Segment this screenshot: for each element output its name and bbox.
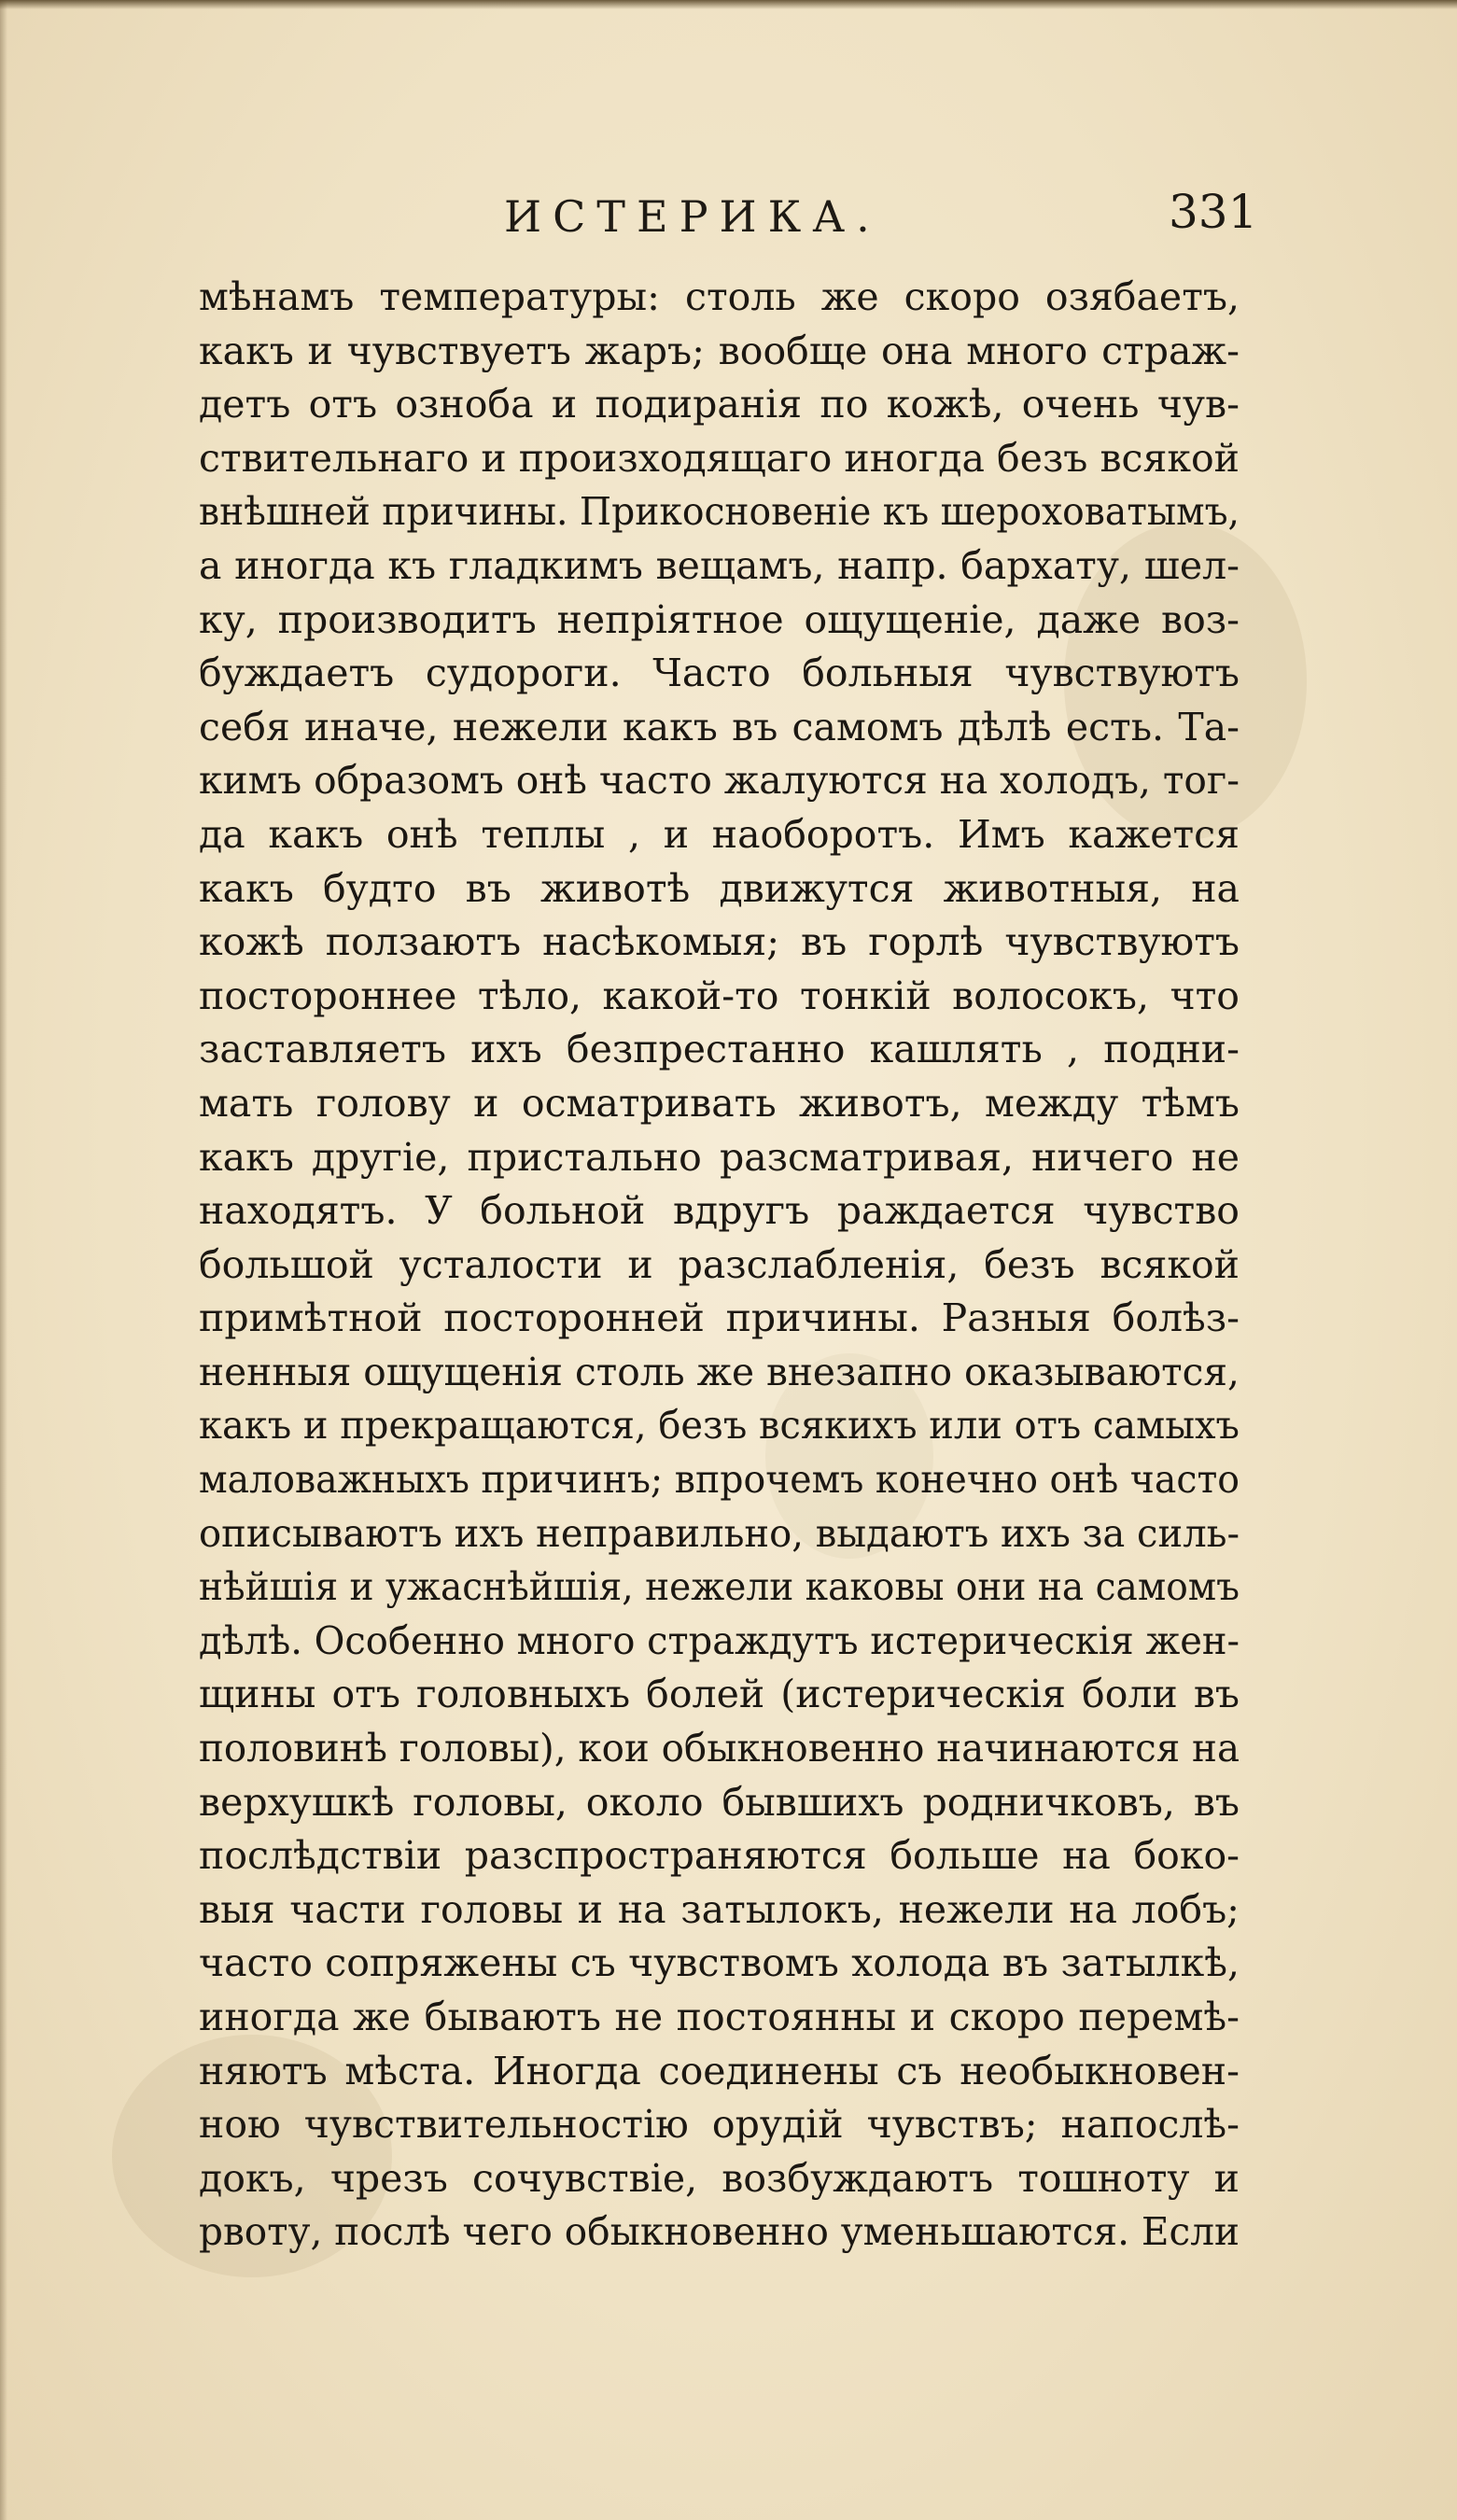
text-line: выя части головы и на затылокъ, нежели на лобъ; (199, 1886, 1240, 1932)
text-line: находятъ. У больной вдругъ раждается чувство (199, 1188, 1240, 1234)
text-line: а иногда къ гладкимъ вещамъ, напр. бархату, шел- (199, 542, 1240, 588)
running-head: ИСТЕРИКА. (504, 191, 881, 242)
text-line: половинѣ головы), кои обыкновенно начинаются на (199, 1726, 1240, 1771)
text-line: да какъ онѣ теплы , и наоборотъ. Имъ кажется (199, 811, 1240, 857)
text-line: часто сопряжены съ чувствомъ холода въ затылкѣ, (199, 1940, 1240, 1986)
text-line: послѣдствіи разспространяются больше на боко- (199, 1833, 1240, 1879)
text-line: мѣнамъ температуры: столь же скоро озябаетъ, (199, 274, 1240, 319)
body-text (199, 271, 1240, 2260)
text-line: кимъ образомъ онѣ часто жалуются на холодъ, тог- (199, 758, 1240, 804)
text-line: какъ будто въ животѣ движутся животныя, на (199, 865, 1240, 911)
text-line: няютъ мѣста. Иногда соединены съ необыкновен- (199, 2048, 1240, 2093)
text-line: ствительнаго и произходящаго иногда безъ всякой (199, 435, 1240, 481)
text-line: описываютъ ихъ неправильно, выдаютъ ихъ за силь- (199, 1510, 1240, 1556)
text-line: детъ отъ озноба и подиранія по кожѣ, очень чув- (199, 382, 1240, 427)
text-line: какъ другіе, пристально разсматривая, ничего не (199, 1134, 1240, 1180)
text-line: верхушкѣ головы, около бывшихъ родничковъ, въ (199, 1779, 1240, 1825)
text-line: ненныя ощущенія столь же внезапно оказываются, (199, 1349, 1240, 1394)
text-line: докъ, чрезъ сочувствіе, возбуждаютъ тошноту и (199, 2155, 1240, 2201)
text-line: заставляетъ ихъ безпрестанно кашлять , подни- (199, 1027, 1240, 1072)
page-top-edge-shadow (0, 0, 1457, 9)
text-line: иногда же бываютъ не постоянны и скоро перемѣ- (199, 1995, 1240, 2039)
text-line: ку, производитъ непріятное ощущеніе, даже воз- (199, 596, 1240, 642)
text-line: нѣйшія и ужаснѣйшія, нежели каковы они на самомъ (199, 1564, 1240, 1610)
text-line: дѣлѣ. Особенно много страждутъ истерическія жен- (199, 1617, 1240, 1663)
text-line: ною чувствительностію орудій чувствъ; напослѣ- (199, 2102, 1240, 2148)
text-line: внѣшней причины. Прикосновеніе къ шероховатымъ, (199, 489, 1240, 535)
page-number: 331 (1169, 185, 1258, 239)
text-line: рвоту, послѣ чего обыкновенно уменьшаются. Если (199, 2209, 1240, 2255)
page-binding-shadow (0, 0, 7, 2520)
text-line: маловажныхъ причинъ; впрочемъ конечно онѣ часто (199, 1457, 1240, 1503)
text-line: себя иначе, нежели какъ въ самомъ дѣлѣ есть. Та- (199, 704, 1240, 749)
text-line: большой усталости и разслабленія, безъ всякой (199, 1241, 1240, 1287)
text-line: постороннее тѣло, какой-то тонкій волосокъ, что (199, 973, 1240, 1018)
text-line: буждаетъ судороги. Часто больныя чувствуютъ (199, 651, 1240, 696)
text-line: какъ и прекращаются, безъ всякихъ или отъ самыхъ (199, 1403, 1240, 1449)
text-line: примѣтной посторонней причины. Разныя болѣз- (199, 1295, 1240, 1341)
text-line: какъ и чувствуетъ жаръ; вообще она много страж- (199, 328, 1240, 373)
text-line: мать голову и осматривать животъ, между тѣмъ (199, 1080, 1240, 1126)
text-line: щины отъ головныхъ болей (истерическія боли въ (199, 1672, 1240, 1717)
text-line: кожѣ ползаютъ насѣкомыя; въ горлѣ чувствуютъ (199, 919, 1240, 965)
